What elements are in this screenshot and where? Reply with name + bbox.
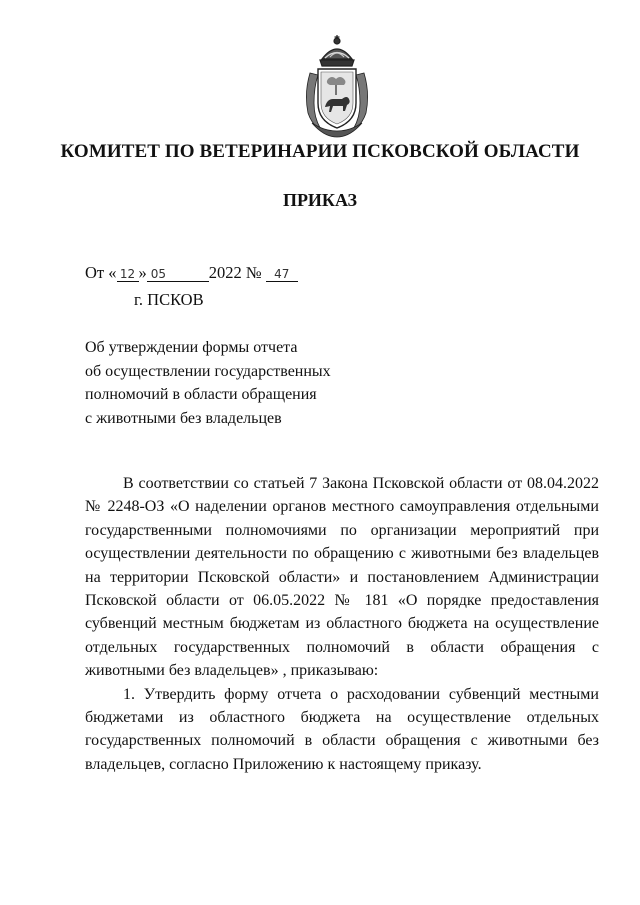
document-body xyxy=(85,472,599,776)
number-label: № xyxy=(245,263,262,282)
subject-line: Об утверждении формы отчета xyxy=(85,339,298,356)
from-label: От xyxy=(85,263,105,282)
quote-open: « xyxy=(108,263,117,282)
order-day: 12 xyxy=(117,267,139,282)
document-subject xyxy=(85,336,365,430)
quote-close: » xyxy=(138,263,147,282)
city-label: г. ПСКОВ xyxy=(134,290,204,309)
subject-line: с животными без владельцев xyxy=(85,409,282,427)
order-date-number-line xyxy=(85,263,298,283)
order-number: 47 xyxy=(266,267,298,282)
pskov-coat-of-arms-icon xyxy=(300,33,374,141)
order-month: 05 xyxy=(147,267,209,282)
organization-title: КОМИТЕТ ПО ВЕТЕРИНАРИИ ПСКОВСКОЙ ОБЛАСТИ xyxy=(60,141,580,162)
subject-line: об осуществлении государственных xyxy=(85,362,331,380)
order-year: 2022 xyxy=(208,263,242,282)
body-paragraph: 1. Утвердить форму отчета о расходовании субвенций местными бюджетами из областного бюджета на осуществление отдельных государственных полномочий в области обращения с животными без владельцев, согласно Приложению к настоящему приказу. xyxy=(85,685,599,773)
subject-line: полномочий в области обращения xyxy=(85,386,317,403)
body-paragraph: В соответствии со статьей 7 Закона Псковской области от 08.04.2022 № 2248-ОЗ «О наделении органов местного самоуправления отдельными государственными полномочиями по организации мероприятий при осуществлении деятельности по обращению с животными без владельцев на территории Псковской области» и постановлением Администрации Псковской области от 06.05.2022 № 181 «О порядке предоставления субвенций местным бюджетам из областного бюджета на осуществление отдельных государственных полномочий в области обращения с животными без владельцев» , приказываю: xyxy=(85,475,599,680)
document-type-title: ПРИКАЗ xyxy=(282,190,358,210)
